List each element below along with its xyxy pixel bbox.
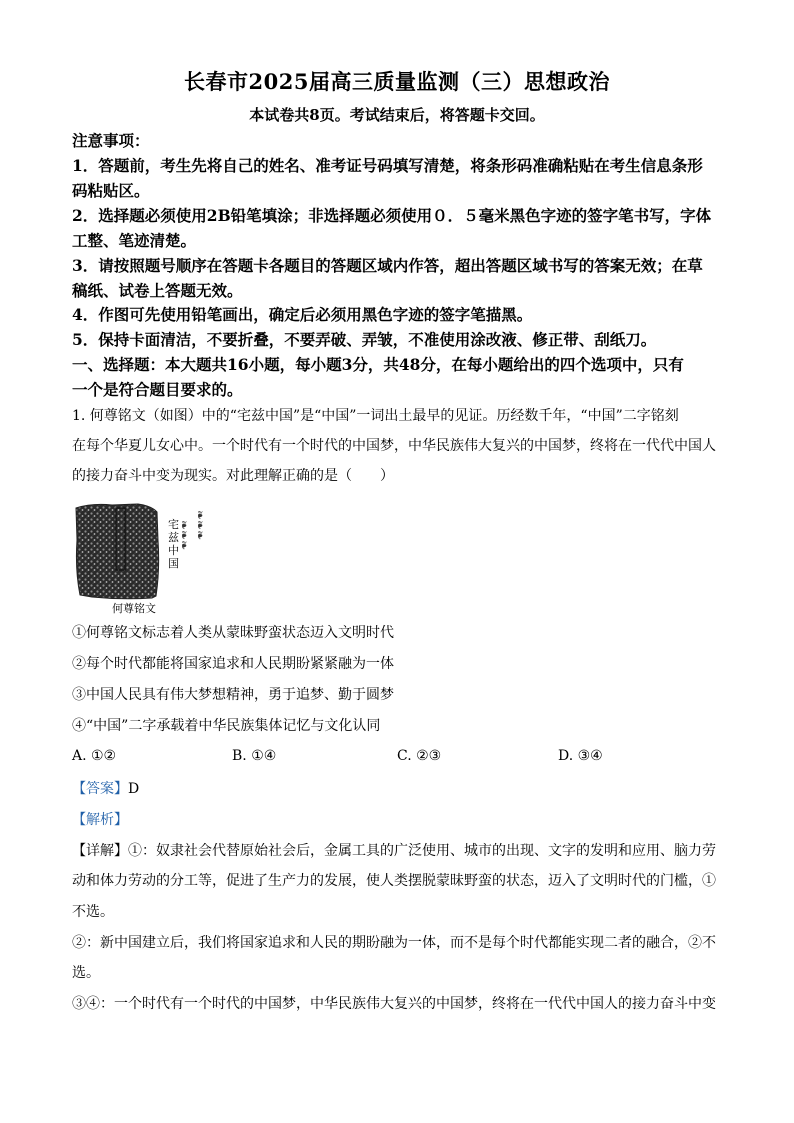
notice-line: 2．选择题必须使用2B铅笔填涂；非选择题必须使用０．５毫米黑色字迹的签字笔书写，字体	[72, 206, 712, 225]
question-stem-line: 的接力奋斗中变为现实。对此理解正确的是（ ）	[72, 468, 394, 484]
notice-line: 4．作图可先使用铅笔画出，确定后必须用黑色字迹的签字笔描黑。	[72, 305, 533, 324]
detail-line: ②：新中国建立后，我们将国家追求和人民的期盼融为一体，而不是每个时代都能实现二者的融合，②不	[72, 935, 716, 951]
statement-2: ②每个时代都能将国家追求和人民期盼紧紧融为一体	[72, 656, 394, 672]
figure-caption: 何尊铭文	[112, 602, 156, 615]
question-stem-line: 在每个华夏儿女心中。一个时代有一个时代的中国梦，中华民族伟大复兴的中国梦，终将在一代代中国人	[72, 438, 716, 454]
figure-side-text: 宅 兹 中 国	[168, 518, 179, 570]
statement-1: ①何尊铭文标志着人类从蒙昧野蛮状态迈入文明时代	[72, 625, 394, 641]
detail-line: 动和体力劳动的分工等，促进了生产力的发展，使人类摆脱蒙昧野蛮的状态，迈入了文明时代的门槛，①	[72, 873, 716, 889]
section-heading: 一、选择题：本大题共16小题，每小题3分，共48分，在每小题给出的四个选项中，只有	[72, 355, 684, 374]
answer-options	[72, 742, 724, 772]
detail-line	[72, 836, 724, 866]
notice-line: 5．保持卡面清洁，不要折叠，不要弄破、弄皱，不准使用涂改液、修正带、刮纸刀。	[72, 330, 657, 349]
svg-text:❧❧❧: ❧❧❧	[177, 520, 191, 551]
option-c: C. ②③	[397, 748, 442, 764]
statement-3: ③中国人民具有伟大梦想精神，勇于追梦、勤于圆梦	[72, 687, 394, 703]
detail-line: ③④：一个时代有一个时代的中国梦，中华民族伟大复兴的中国梦，终将在一代代中国人的接力奋斗中变	[72, 996, 716, 1012]
inscription-figure	[72, 500, 217, 622]
notice-line: 工整、笔迹清楚。	[72, 231, 197, 250]
detail-line: 不选。	[72, 904, 114, 920]
page-title: 长春市2025届高三质量监测（三）思想政治	[184, 69, 610, 94]
question-stem-line: 1. 何尊铭文（如图）中的“宅兹中国”是“中国”一词出土最早的见证。历经数千年，“中国”二字铭刻	[72, 408, 679, 424]
notice-heading: 注意事项：	[72, 131, 150, 150]
analysis-line	[72, 805, 724, 835]
detail-text: ①：奴隶社会代替原始社会后，金属工具的广泛使用、城市的出现、文字的发明和应用、脑力劳	[128, 843, 716, 859]
option-a: A. ①②	[72, 748, 117, 764]
option-d: D. ③④	[558, 748, 603, 764]
page-subtitle: 本试卷共8页。考试结束后，将答题卡交回。	[249, 106, 545, 124]
notice-line: 1．答题前，考生先将自己的姓名、准考证号码填写清楚，将条形码准确粘贴在考生信息条形	[72, 156, 703, 175]
analysis-tag: 【解析】	[72, 812, 128, 828]
option-b: B. ①④	[232, 748, 277, 764]
detail-tag: 【详解】	[72, 843, 128, 859]
detail-line: 选。	[72, 965, 100, 981]
notice-line: 码粘贴区。	[72, 181, 150, 200]
notice-line: 3．请按照题号顺序在答题卡各题目的答题区域内作答，超出答题区域书写的答案无效；在草	[72, 256, 703, 275]
answer-line	[72, 774, 724, 804]
answer-tag: 【答案】	[72, 781, 128, 797]
statement-4: ④“中国”二字承载着中华民族集体记忆与文化认同	[72, 718, 381, 734]
svg-text:❧❧❧: ❧❧❧	[193, 510, 207, 541]
section-heading-cont: 一个是符合题目要求的。	[72, 380, 243, 399]
answer-value: D	[128, 781, 140, 797]
notice-line: 稿纸、试卷上答题无效。	[72, 281, 243, 300]
